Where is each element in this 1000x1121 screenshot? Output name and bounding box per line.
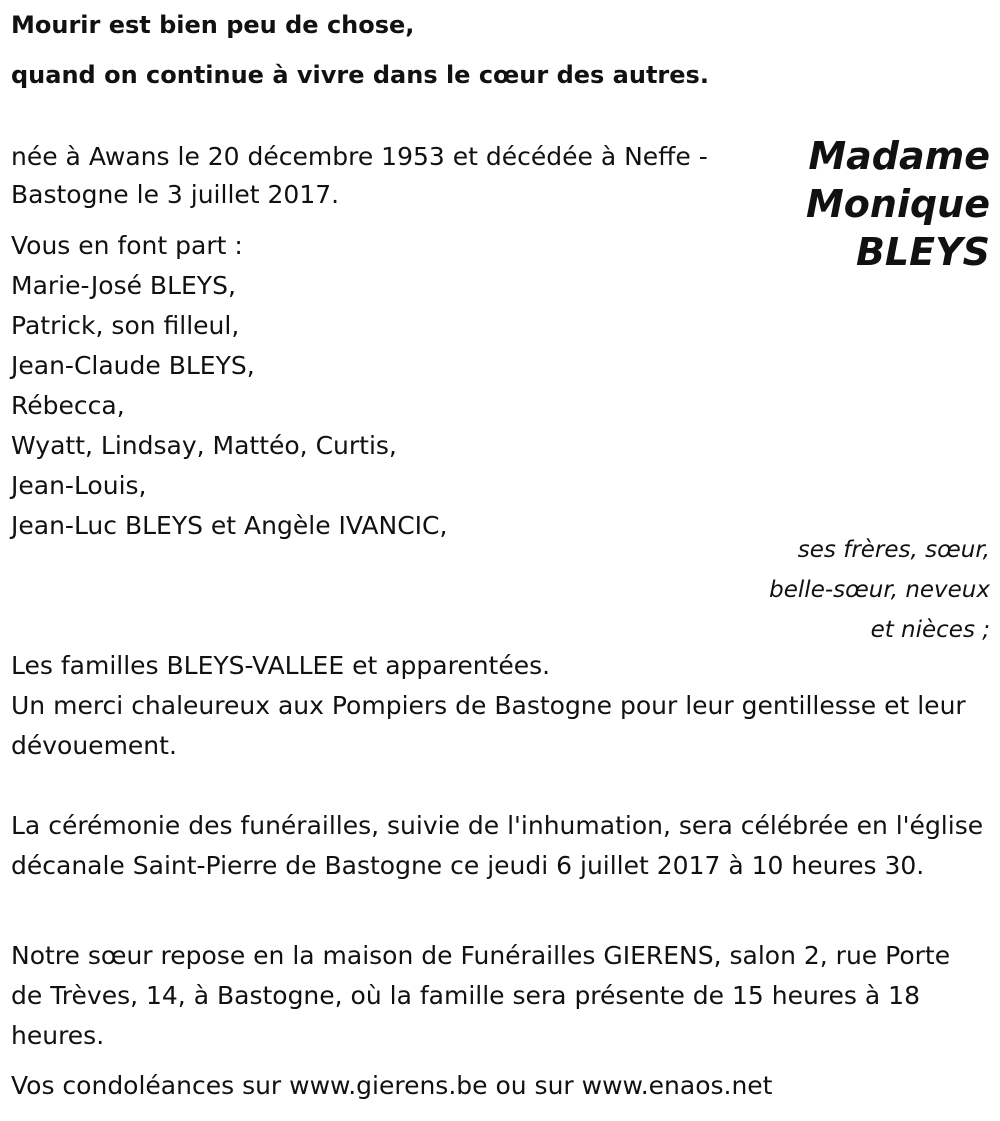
announcement-intro: Vous en font part : [11, 231, 243, 260]
relation-note [769, 530, 990, 650]
deceased-first-name: Monique [805, 182, 990, 226]
relation-line: belle-sœur, neveux [769, 577, 990, 603]
families-text: Les familles BLEYS-VALLEE et apparentées. [11, 651, 551, 680]
deceased-last-name: BLEYS [855, 230, 990, 274]
relative-item: Patrick, son filleul, [11, 311, 240, 340]
relative-item: Jean-Luc BLEYS et Angèle IVANCIC, [11, 511, 448, 540]
relatives-list [11, 226, 447, 546]
thanks-text: Un merci chaleureux aux Pompiers de Bastogne pour leur gentillesse et leur dévouement. [11, 691, 966, 760]
relation-line: ses frères, sœur, [797, 537, 990, 563]
deceased-title: Madame [808, 134, 990, 178]
relative-item: Marie-José BLEYS, [11, 271, 236, 300]
birth-death-text: née à Awans le 20 décembre 1953 et décédée à Neffe - Bastogne le 3 juillet 2017. [11, 142, 708, 209]
resting-place-text: Notre sœur repose en la maison de Funérailles GIERENS, salon 2, rue Porte de Trèves, 14, à Bastogne, où la famille sera présente de 15 heures à 18 heures. [11, 941, 951, 1050]
relative-item: Wyatt, Lindsay, Mattéo, Curtis, [11, 431, 397, 460]
condolences-text: Vos condoléances sur www.gierens.be ou sur www.enaos.net [11, 1071, 773, 1100]
epitaph-line-2: quand on continue à vivre dans le cœur des autres. [11, 61, 709, 89]
deceased-name [806, 132, 990, 276]
ceremony-text: La cérémonie des funérailles, suivie de l'inhumation, sera célébrée en l'église décanale Saint-Pierre de Bastogne ce jeudi 6 juillet 2017 à 10 heures 30. [11, 811, 984, 880]
epitaph-line-1: Mourir est bien peu de chose, [11, 11, 415, 39]
relative-item: Jean-Claude BLEYS, [11, 351, 255, 380]
relative-item: Jean-Louis, [11, 471, 147, 500]
relation-line: et nièces ; [870, 617, 990, 643]
relative-item: Rébecca, [11, 391, 125, 420]
